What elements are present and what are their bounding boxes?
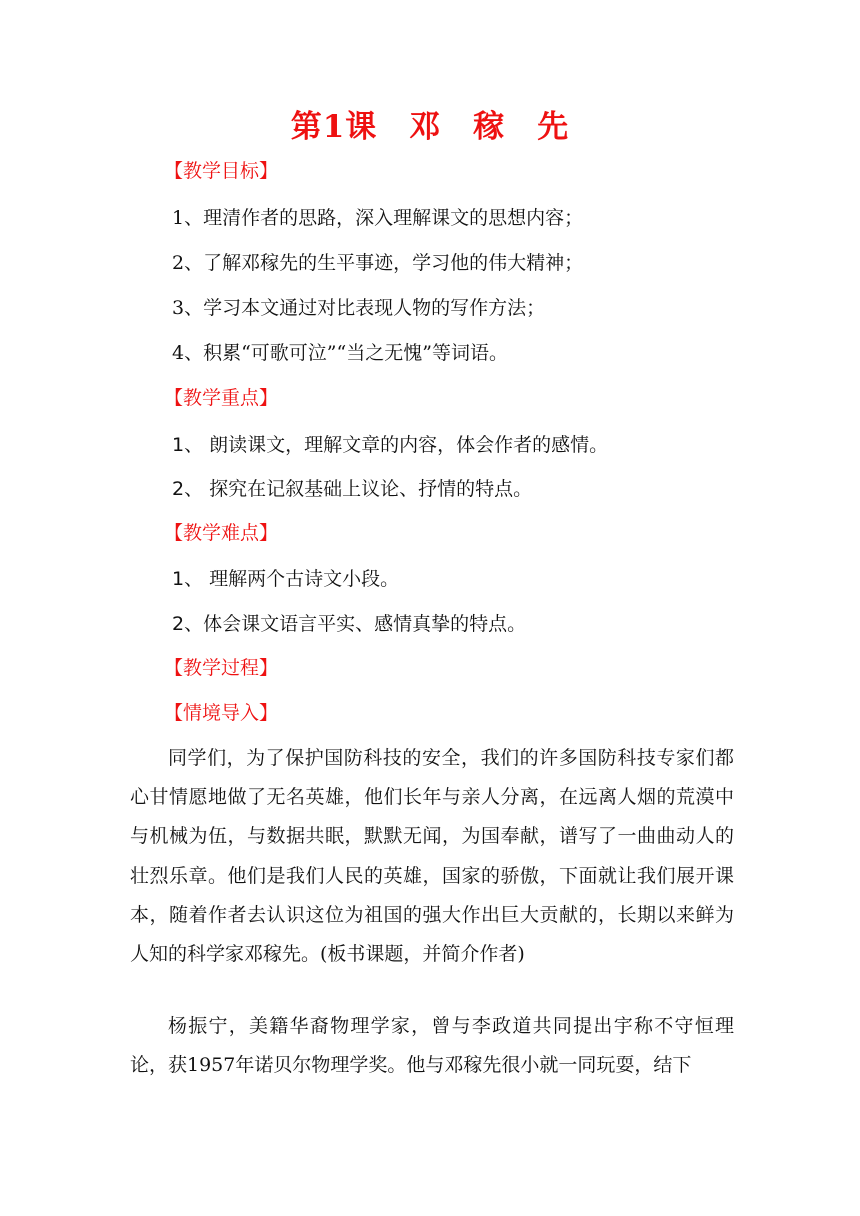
difficulty-item-2: 2、体会课文语言平实、感情真挚的特点。 <box>172 613 527 635</box>
objective-item-1: 1、理清作者的思路，深入理解课文的思想内容； <box>172 207 584 229</box>
objective-item-4: 4、积累“可歌可泣”“当之无愧”等词语。 <box>172 342 508 364</box>
objective-item-2: 2、了解邓稼先的生平事迹，学习他的伟大精神； <box>172 252 584 274</box>
process-heading: 【教学过程】 <box>164 657 279 679</box>
key-point-item-1: 1、 朗读课文，理解文章的内容，体会作者的感情。 <box>172 434 609 456</box>
intro-heading: 【情境导入】 <box>164 702 279 724</box>
key-points-heading: 【教学重点】 <box>164 387 279 409</box>
objectives-heading: 【教学目标】 <box>164 160 279 182</box>
intro-paragraph-2: 杨振宁，美籍华裔物理学家，曾与李政道共同提出宇称不守恒理论，获1957年诺贝尔物理学奖。他与邓稼先很小就一同玩耍，结下 <box>130 1015 734 1077</box>
intro-paragraph-1: 同学们，为了保护国防科技的安全，我们的许多国防科技专家们都心甘情愿地做了无名英雄，他们长年与亲人分离，在远离人烟的荒漠中与机械为伍，与数据共眠，默默无闻，为国奉献，谱写了一曲曲动人的壮烈乐章。他们是我们人民的英雄，国家的骄傲，下面就让我们展开课本，随着作者去认识这位为祖国的强大作出巨大贡献的，长期以来鲜为人知的科学家邓稼先。(板书课题，并简介作者) <box>130 747 734 966</box>
difficulties-heading: 【教学难点】 <box>164 522 279 544</box>
key-point-item-2: 2、 探究在记叙基础上议论、抒情的特点。 <box>172 478 533 500</box>
difficulty-item-1: 1、 理解两个古诗文小段。 <box>172 568 400 590</box>
objective-item-3: 3、学习本文通过对比表现人物的写作方法； <box>172 297 546 319</box>
lesson-title: 第1课 邓 稼 先 <box>290 109 570 145</box>
